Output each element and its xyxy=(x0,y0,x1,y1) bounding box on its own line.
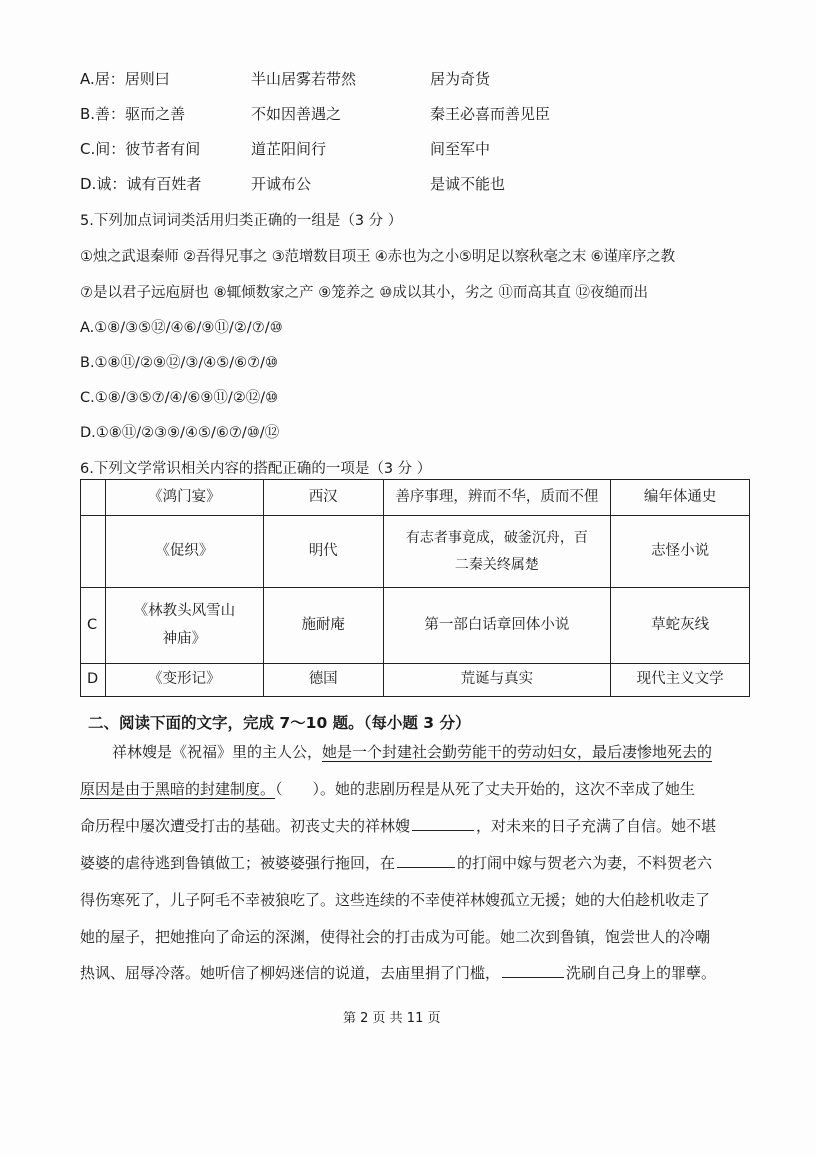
q5-option-c: C.①⑧/③⑤⑦/④/⑥⑨⑪/②⑫/⑩ xyxy=(80,390,279,406)
q5-option-b: B.①⑧⑪/②⑨⑫/③/④⑤/⑥⑦/⑩ xyxy=(80,355,278,371)
option-label: D.诚： xyxy=(80,175,127,193)
passage-text: 洗刷自己身上的罪孽。 xyxy=(566,964,717,982)
work-cell: 《鸿门宴》 xyxy=(105,480,263,516)
option-label: C.间： xyxy=(80,140,126,158)
passage-line-7 xyxy=(80,966,770,981)
answer-blank xyxy=(412,829,474,831)
q4-option-a-3: 居为奇货 xyxy=(430,70,491,88)
answer-blank xyxy=(397,866,455,868)
option-word-1: 彼节者有间 xyxy=(125,140,201,158)
q5-stem: 5.下列加点词词类活用归类正确的一组是（3 分 ） xyxy=(80,213,403,229)
genre-cell: 草蛇灰线 xyxy=(611,588,750,664)
option-cell xyxy=(81,480,106,516)
option-word-1: 驱而之善 xyxy=(125,105,186,123)
passage-line-1 xyxy=(80,745,802,760)
passage-text: 婆婆的虐待逃到鲁镇做工；被婆婆强行拖回，在 xyxy=(80,854,396,872)
q5-option-d: D.①⑧⑪/②③⑨/④⑤/⑥⑦/⑩/⑫ xyxy=(80,425,280,441)
era-cell: 西汉 xyxy=(263,480,383,516)
option-word-1: 居则曰 xyxy=(124,70,170,88)
era-cell: 德国 xyxy=(263,664,383,697)
q5-items-line-1: ①烛之武退秦师 ②吾得兄事之 ③范增数目项王 ④赤也为之小⑤明足以察秋毫之末 ⑥谨庠序之教 xyxy=(80,249,675,265)
passage-line-2 xyxy=(80,782,770,797)
q4-option-c-3: 间至军中 xyxy=(430,140,491,158)
work-cell: 《促织》 xyxy=(105,516,263,588)
passage-text: 祥林嫂是《祝福》里的主人公， xyxy=(112,743,323,761)
passage-line-3 xyxy=(80,819,770,834)
q4-option-c-2: 道芷阳间行 xyxy=(251,140,327,158)
underlined-sentence: 她是一个封建社会勤劳能干的劳动妇女，最后凄惨地死去的 xyxy=(322,743,713,761)
genre-cell: 志怪小说 xyxy=(611,516,750,588)
work-cell: 《变形记》 xyxy=(105,664,263,697)
q4-option-d-2: 开诚布公 xyxy=(251,175,312,193)
q4-option-b-3: 秦王必喜而善见臣 xyxy=(430,105,551,123)
era-cell: 施耐庵 xyxy=(263,588,383,664)
passage-line-6: 她的屋子，把她推向了命运的深渊，使得社会的打击成为可能。她二次到鲁镇，饱尝世人的冷嘲 xyxy=(80,928,711,946)
passage-text: 的打闹中嫁与贺老六为妻，不料贺老六 xyxy=(457,854,713,872)
passage-line-4 xyxy=(80,856,770,871)
q5-items-line-2: ⑦是以君子远庖厨也 ⑧辄倾数家之产 ⑨笼养之 ⑩成以其小，劣之 ⑪而高其直 ⑫夜缒而出 xyxy=(80,285,649,301)
era-cell: 明代 xyxy=(263,516,383,588)
table-row xyxy=(81,516,750,588)
table-row xyxy=(81,480,750,516)
q4-option-c xyxy=(80,138,200,159)
table-row xyxy=(81,664,750,697)
genre-cell: 编年体通史 xyxy=(611,480,750,516)
note-cell: 第一部白话章回体小说 xyxy=(383,588,611,664)
passage-text: ，对未来的日子充满了自信。她不堪 xyxy=(476,817,717,835)
q4-option-a xyxy=(80,68,170,89)
q5-option-a: A.①⑧/③⑤⑫/④⑥/⑨⑪/②/⑦/⑩ xyxy=(80,320,283,336)
underlined-sentence: 原因是由于黑暗的封建制度。 xyxy=(80,780,276,798)
q4-option-a-2: 半山居雾若带然 xyxy=(251,70,357,88)
q4-option-d-3: 是诚不能也 xyxy=(430,175,506,193)
option-cell xyxy=(81,516,106,588)
answer-blank xyxy=(502,976,564,978)
passage-text: （ ）。她的悲剧历程是从死了丈夫开始的，这次不幸成了她生 xyxy=(275,780,696,798)
q4-option-d xyxy=(80,173,201,194)
literature-table xyxy=(80,479,750,697)
passage-text: 命历程中屡次遭受打击的基础。初丧丈夫的祥林嫂 xyxy=(80,817,411,835)
option-cell: C xyxy=(81,588,106,664)
option-word-1: 诚有百姓者 xyxy=(126,175,202,193)
passage-line-5: 得伤寒死了，儿子阿毛不幸被狼吃了。这些连续的不幸使祥林嫂孤立无援；她的大伯趁机收走了 xyxy=(80,891,711,909)
note-cell: 有志者事竟成，破釜沉舟，百二秦关终属楚 xyxy=(383,516,611,588)
q4-option-b-2: 不如因善遇之 xyxy=(251,105,342,123)
genre-cell: 现代主义文学 xyxy=(611,664,750,697)
table-row xyxy=(81,588,750,664)
passage-text: 热讽、屈辱冷落。她听信了柳妈迷信的说道，去庙里捐了门槛， xyxy=(80,964,501,982)
note-cell: 善序事理，辨而不华，质而不俚 xyxy=(383,480,611,516)
q6-stem: 6.下列文学常识相关内容的搭配正确的一项是（3 分 ） xyxy=(80,461,432,477)
note-cell: 荒诞与真实 xyxy=(383,664,611,697)
option-cell: D xyxy=(81,664,106,697)
page-footer: 第 2 页 共 11 页 xyxy=(343,1011,441,1026)
work-cell: 《林教头风雪山神庙》 xyxy=(105,588,263,664)
option-label: A.居： xyxy=(80,70,125,88)
q4-option-b xyxy=(80,103,185,124)
section-heading: 二、阅读下面的文字，完成 7～10 题。（每小题 3 分） xyxy=(88,714,471,732)
option-label: B.善： xyxy=(80,105,126,123)
